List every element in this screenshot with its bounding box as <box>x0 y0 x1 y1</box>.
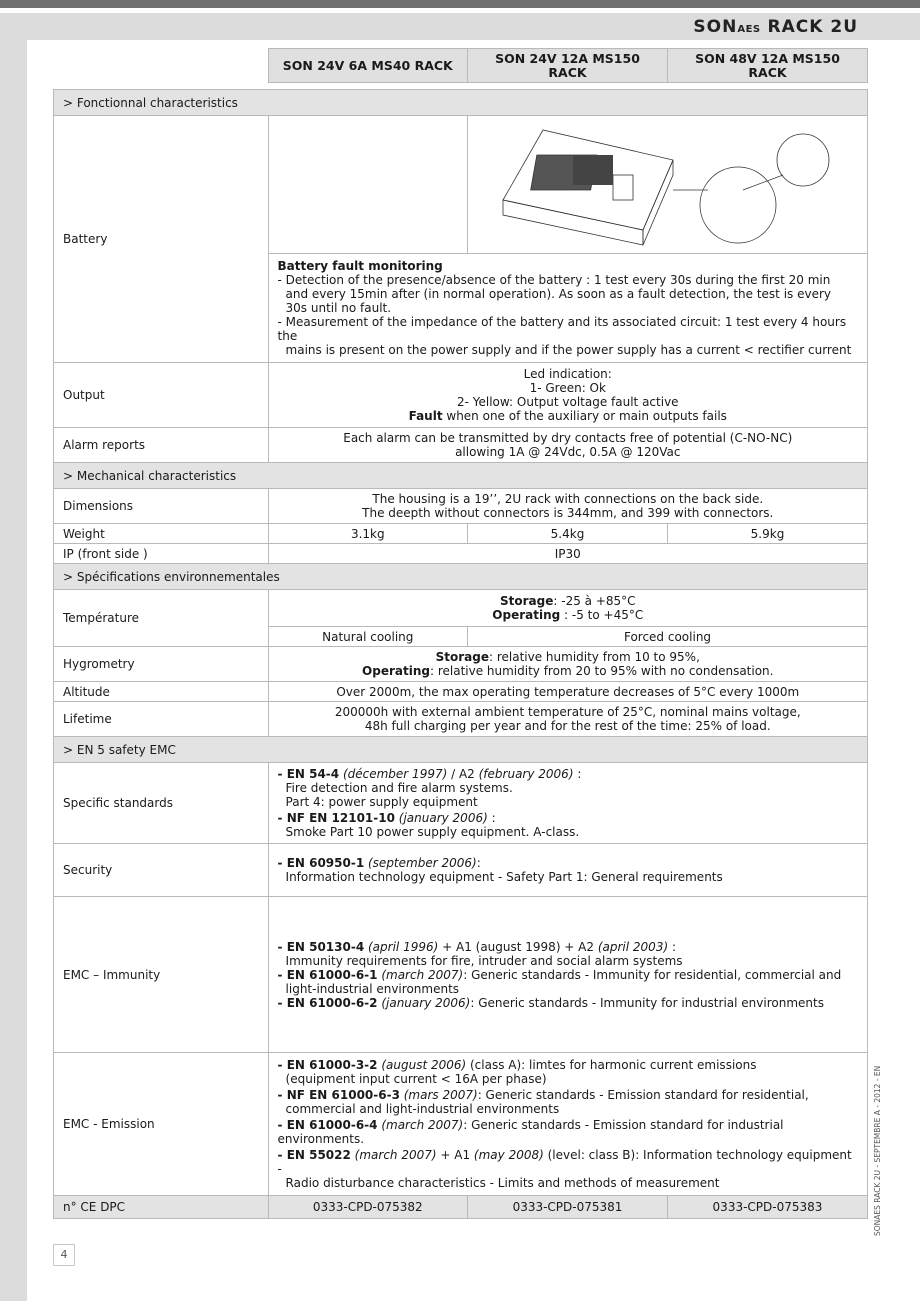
security-label: Security <box>54 844 269 897</box>
dimensions-label: Dimensions <box>54 489 269 524</box>
section-title: > EN 5 safety EMC <box>54 737 868 763</box>
page-number: 4 <box>53 1244 75 1266</box>
row-weight <box>54 524 868 544</box>
row-alarm <box>54 428 868 463</box>
side-note: SONAES RACK 2U - SEPTEMBRE A - 2012 - EN <box>873 1065 882 1236</box>
ip-label: IP (front side ) <box>54 544 269 564</box>
output-value: Led indication: 1- Green: Ok 2- Yellow: Output voltage fault active Fault when one of the auxiliary or main outputs fails <box>268 363 867 428</box>
weight-label: Weight <box>54 524 269 544</box>
row-specific-standards <box>54 763 868 844</box>
section-mechanical <box>54 463 868 489</box>
row-dimensions <box>54 489 868 524</box>
emission-label: EMC - Emission <box>54 1053 269 1196</box>
row-ce-dpc <box>54 1196 868 1219</box>
header-empty <box>54 49 269 83</box>
row-hygrometry <box>54 647 868 682</box>
model-col-3: SON 48V 12A MS150 RACK <box>667 49 867 83</box>
alarm-value: Each alarm can be transmitted by dry contacts free of potential (C-NO-NC) allowing 1A @ 24Vdc, 0.5A @ 120Vac <box>268 428 867 463</box>
model-col-1: SON 24V 6A MS40 RACK <box>268 49 467 83</box>
alarm-label: Alarm reports <box>54 428 269 463</box>
rack-diagram-icon <box>473 120 863 250</box>
section-title: > Mechanical characteristics <box>54 463 868 489</box>
row-security <box>54 844 868 897</box>
hygrometry-value: Storage: relative humidity from 10 to 95%, Operating: relative humidity from 20 to 95% with no condensation. <box>268 647 867 682</box>
lifetime-label: Lifetime <box>54 702 269 737</box>
weight-1: 3.1kg <box>268 524 467 544</box>
ce-2: 0333-CPD-075381 <box>468 1196 668 1219</box>
row-ip <box>54 544 868 564</box>
brand-title <box>693 17 858 37</box>
security-value: - EN 60950-1 (september 2006): Information technology equipment - Safety Part 1: General requirements <box>268 844 867 897</box>
ce-label: n° CE DPC <box>54 1196 269 1219</box>
weight-2: 5.4kg <box>468 524 668 544</box>
brand-aes: AES <box>737 24 761 35</box>
emission-value: - EN 61000-3-2 (august 2006) (class A): limtes for harmonic current emissions (equipment input current < 16A per phase) - NF EN 61000-6-3 (mars 2007): Generic standards - Emission standard for residential, commercial and light-industrial environments - EN 61000-6-4 (march 2007): Generic standards - Emission standard for industrial environments. - EN 55022 (march 2007) + A1 (may 2008) (level: class B): Information technology equipment - Radio disturbance characteristics - Limits and methods of measurement <box>268 1053 867 1196</box>
row-emc-emission <box>54 1053 868 1196</box>
weight-3: 5.9kg <box>667 524 867 544</box>
model-header-row <box>54 49 868 83</box>
row-temperature <box>54 590 868 627</box>
brand-rack: RACK 2U <box>767 17 858 37</box>
row-emc-immunity <box>54 897 868 1053</box>
cooling-natural: Natural cooling <box>268 627 467 647</box>
ce-3: 0333-CPD-075383 <box>667 1196 867 1219</box>
section-functional <box>54 90 868 116</box>
altitude-label: Altitude <box>54 682 269 702</box>
battery-label: Battery <box>54 116 269 363</box>
row-altitude <box>54 682 868 702</box>
battery-image <box>468 116 868 254</box>
row-lifetime <box>54 702 868 737</box>
temperature-label: Température <box>54 590 269 647</box>
row-battery-image <box>54 116 868 254</box>
row-output <box>54 363 868 428</box>
immunity-label: EMC – Immunity <box>54 897 269 1053</box>
section-title: > Spécifications environnementales <box>54 564 868 590</box>
left-margin-band <box>0 40 27 1301</box>
dimensions-value: The housing is a 19’’, 2U rack with connections on the back side. The deepth without connectors is 344mm, and 399 with connectors. <box>268 489 867 524</box>
spec-table <box>53 48 868 1219</box>
section-title: > Fonctionnal characteristics <box>54 90 868 116</box>
immunity-value: - EN 50130-4 (april 1996) + A1 (august 1998) + A2 (april 2003) : Immunity requirements for fire, intruder and social alarm systems - EN 61000-6-1 (march 2007): Generic standards - Immunity for residential, commercial and light-industrial environments - EN 61000-6-2 (january 2006): Generic standards - Immunity for industrial environments <box>268 897 867 1053</box>
model-col-2: SON 24V 12A MS150 RACK <box>468 49 668 83</box>
specific-value: - EN 54-4 (décember 1997) / A2 (february 2006) : Fire detection and fire alarm systems. Part 4: power supply equipment - NF EN 12101-10 (january 2006) : Smoke Part 10 power supply equipment. A-class. <box>268 763 867 844</box>
top-bar <box>0 0 920 8</box>
altitude-value: Over 2000m, the max operating temperature decreases of 5°C every 1000m <box>268 682 867 702</box>
output-label: Output <box>54 363 269 428</box>
specific-label: Specific standards <box>54 763 269 844</box>
section-safety <box>54 737 868 763</box>
temperature-value: Storage: -25 à +85°C Operating : -5 to +45°C <box>268 590 867 627</box>
brand-son: SON <box>693 17 738 37</box>
hygrometry-label: Hygrometry <box>54 647 269 682</box>
lifetime-value: 200000h with external ambient temperature of 25°C, nominal mains voltage, 48h full charging per year and for the rest of the time: 25% of load. <box>268 702 867 737</box>
cooling-forced: Forced cooling <box>468 627 868 647</box>
section-environmental <box>54 564 868 590</box>
battery-fault-monitoring: Battery fault monitoring - Detection of the presence/absence of the battery : 1 test every 30s during the first 20 min and every 15min after (in normal operation). As soon as a fault detection, the test is every 30s until no fault. - Measurement of the impedance of the battery and its associated circuit: 1 test every 4 hours the mains is present on the power supply and if the power supply has a current < rectifier current <box>268 254 867 363</box>
ip-value: IP30 <box>268 544 867 564</box>
ce-1: 0333-CPD-075382 <box>268 1196 467 1219</box>
